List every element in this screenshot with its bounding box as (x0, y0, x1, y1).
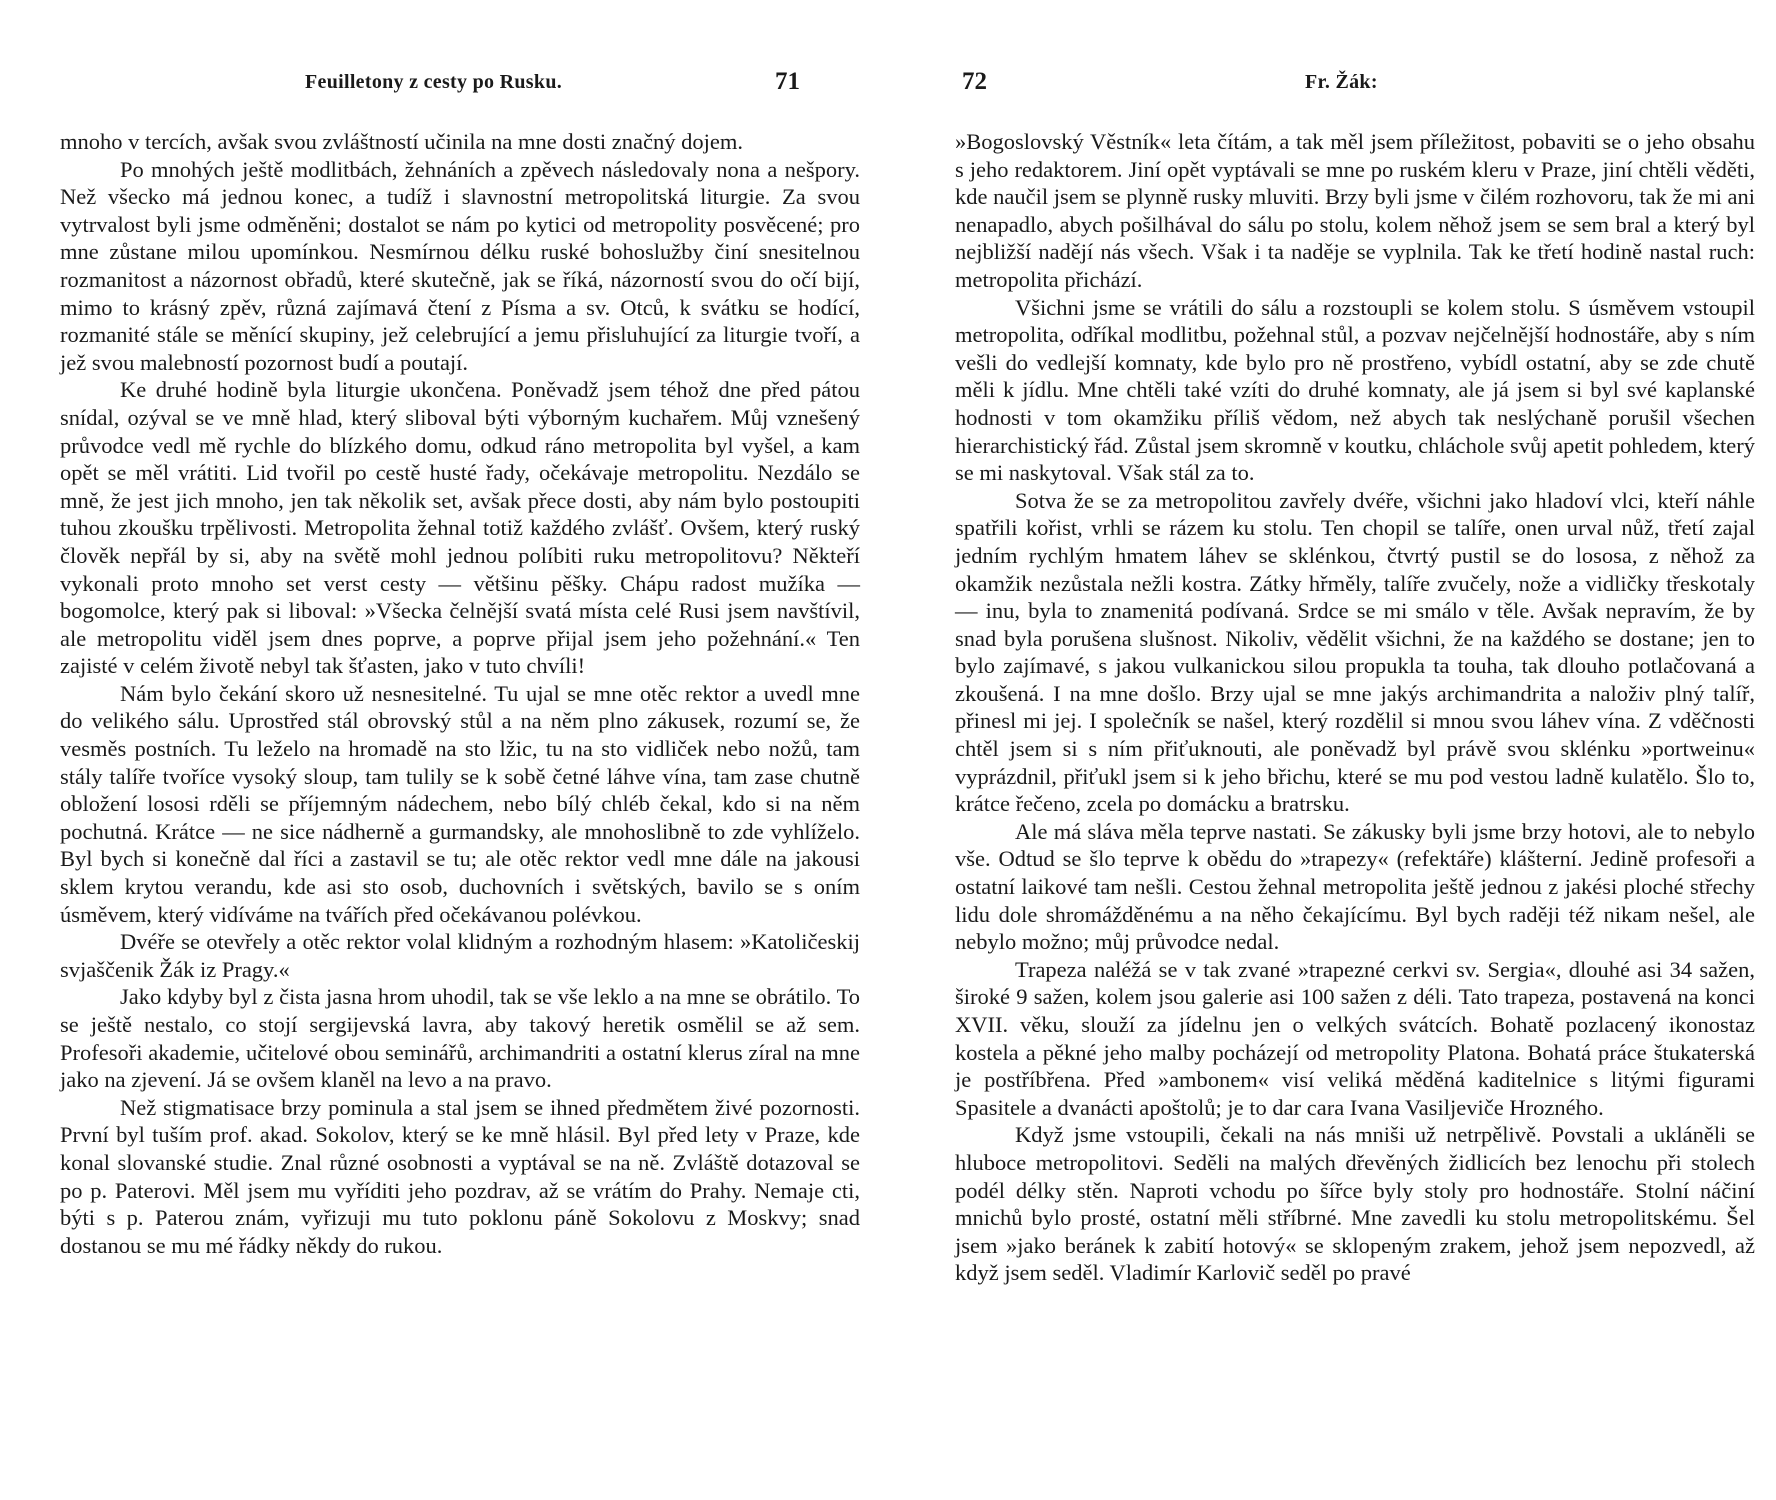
paragraph: Po mnohých ještě modlitbách, žehnáních a zpěvech následovaly nona a nešpory. Než všecko má jednou konec, a tudíž i slavnostní metropolitská liturgie. Za svou vytrvalost byli jsme odměněni; dostalot se nám po kytici od metropolity posvěcené; pro mne zůstane milou upomínkou. Nesmírnou délku ruské bohoslužby činí snesitelnou rozmanitost a názornost obřadů, které skutečně, jak se říká, názorností svou do očí bijí, mimo to krásný zpěv, různá zajímavá čtení z Písma a sv. Otců, k svátku se hodící, rozmanité stále se měnící skupiny, jež celebrující a jemu přisluhující za liturgie tvoří, a jež svou malebností pozornost budí a poutají. (60, 156, 860, 375)
paragraph: Než stigmatisace brzy pominula a stal jsem se ihned předmětem živé pozornosti. První byl tuším prof. akad. Sokolov, který se ke mně hlásil. Byl před lety v Praze, kde konal slovanské studie. Znal různé osobnosti a vyptával se na ně. Zvláště dotazoval se po p. Paterovi. Měl jsem mu vyříditi jeho pozdrav, až se vrátím do Prahy. Nemaje cti, býti s p. Paterou znám, vyřizuji mu tuto poklonu páně Sokolovu z Moskvy; snad dostanou se mu mé řádky někdy do rukou. (60, 1094, 860, 1258)
paragraph: Když jsme vstoupili, čekali na nás mniši už netrpělivě. Povstali a ukláněli se hluboce metropolitovi. Seděli na malých dřevěných židlicích bez lenochu při stolech podél délky stěn. Naproti vchodu po šířce byly stoly pro hodnostáře. Stolní náčiní mnichů bylo prosté, ostatní měli stříbrné. Mne zavedli ku stolu metropolitskému. Šel jsem »jako beránek k zabití hotový« se sklopeným zrakem, jehož jsem nepozvedl, až když jsem seděl. Vladimír Karlovič seděl po pravé (955, 1122, 1755, 1286)
paragraph: Ke druhé hodině byla liturgie ukončena. Poněvadž jsem téhož dne před pátou snídal, ozýval se ve mně hlad, který sliboval býti výborným kuchařem. Můj vznešený průvodce vedl mě rychle do blízkého domu, odkud ráno metropolita byl vyšel, a kam opět se měl vrátiti. Lid tvořil po cestě husté řady, očekávaje metropolitu. Nezdálo se mně, že jest jich mnoho, jen tak několik set, avšak přece dosti, aby nám bylo postoupiti tuhou zkoušku trpělivosti. Metropolita žehnal totiž každého zvlášť. Ovšem, který ruský člověk nepřál by si, aby na světě mohl jednou políbiti ruku metropolitovu? Někteří vykonali proto mnoho set verst cesty — většinu pěšky. Chápu radost mužíka — bogomolce, který pak si liboval: »Všecka čelnější svatá místa celé Rusi jsem navštívil, ale metropolitu viděl jsem dnes poprve, a poprve přijal jsem jeho požehnání.« Ten zajisté v celém životě nebyl tak šťasten, jako v tuto chvíli! (60, 377, 860, 679)
right-text-block (955, 128, 1755, 1287)
paragraph: Nám bylo čekání skoro už nesnesitelné. Tu ujal se mne otěc rektor a uvedl mne do velikého sálu. Uprostřed stál obrovský stůl a na něm plno zákusek, rozumí se, že vesměs postních. Tu leželo na hromadě na sto lžic, tu na sto vidliček nebo nožů, tam stály talíře tvoříce vysoký sloup, tam tulily se k sobě četné láhve vína, tam zase chutně obložení lososi rděli se příjemným nádechem, nebo bílý chléb čekal, kdo si na něm pochutná. Krátce — ne sice nádherně a gurmandsky, ale mnohoslibně to zde vyhlíželo. Byl bych si konečně dal říci a zastavil se tu; ale otěc rektor vedl mne dále na jakousi sklem krytou verandu, kde asi sto osob, duchovních i světských, bavilo se s oním úsměvem, který vidíváme na tvářích před očekávanou polévkou. (60, 680, 860, 927)
right-running-head (955, 68, 1755, 98)
paragraph: Sotva že se za metropolitou zavřely dvéře, všichni jako hladoví vlci, kteří náhle spatřili kořist, vrhli se rázem ku stolu. Ten chopil se talíře, onen urval nůž, třetí zajal jedním rychlým hmatem láhev se sklénkou, čtvrtý pustil se do lososa, z něhož za okamžik nezůstala nežli kostra. Zátky hřměly, talíře zvučely, nože a vidličky třeskotaly — inu, byla to znamenitá podívaná. Srdce se mi smálo v těle. Avšak nepravím, že by snad byla porušena slušnost. Nikoliv, vědělit všichni, že na každého se dostane; jen to bylo zajímavé, s jakou vulkanickou silou propukla ta touha, tak dlouho potlačovaná a zkoušená. I na mne došlo. Brzy ujal se mne jakýs archimandrita a naloživ plný talíř, přinesl mi jej. I společník se našel, který rozdělil si mnou svou láhev vína. Z vděčnosti chtěl jsem si s ním přiťuknouti, ale poněvadž byl právě svou sklénku »portweinu« vyprázdnil, přiťukl jsem si k jeho břichu, které se mu pod vestou ladně kulatělo. Šlo to, krátce řečeno, zcela po domácku a bratrsku. (955, 487, 1755, 817)
paragraph: mnoho v tercích, avšak svou zvláštností učinila na mne dosti značný dojem. (60, 129, 743, 154)
paragraph: Ale má sláva měla teprve nastati. Se zákusky byli jsme brzy hotovi, ale to nebylo vše. Odtud se šlo teprve k obědu do »trapezy« (refektáře) klášterní. Jedině profesoři a ostatní laikové tam nešli. Cestou žehnal metropolita ještě jednou z jakési ploché střechy lidu dole shromážděnému a na něho čekajícímu. Byl bych raději též nikam nešel, ale nebylo možno; můj průvodce nedal. (955, 818, 1755, 955)
page-number: 72 (962, 68, 987, 95)
paragraph: Jako kdyby byl z čista jasna hrom uhodil, tak se vše leklo a na mne se obrátilo. To se ještě nestalo, co stojí sergijevská lavra, aby takový heretik osmělil se až sem. Profesoři akademie, učitelové obou seminářů, archimandriti a ostatní klerus zíral na mne jako na zjevení. Já se ovšem klaněl na levo a na pravo. (60, 984, 860, 1093)
left-text-block (60, 128, 860, 1259)
running-title: Feuilletony z cesty po Rusku. (305, 71, 563, 93)
running-title: Fr. Žák: (1305, 71, 1378, 93)
right-page (955, 0, 1755, 1500)
paragraph: Dvéře se otevřely a otěc rektor volal klidným a rozhodným hlasem: »Katoličeskij svjaščenik Žák iz Pragy.« (60, 929, 860, 982)
left-page (60, 0, 860, 1500)
paragraph: Všichni jsme se vrátili do sálu a rozstoupli se kolem stolu. S úsměvem vstoupil metropolita, odříkal modlitbu, požehnal stůl, a pozvav nejčelnější hodnostáře, aby s ním vešli do vedlejší komnaty, kde bylo pro ně prostřeno, vybídl ostatní, aby se zde chutě měli k jídlu. Mne chtěli také vzíti do druhé komnaty, ale já jsem si byl své kaplanské hodnosti v tom okamžiku příliš vědom, než abych tak neslýchaně porušil všechen hierarchistický řád. Zůstal jsem skromně v koutku, chláchole svůj apetit pohledem, který se mi naskytoval. Však stál za to. (955, 294, 1755, 486)
paragraph: »Bogoslovský Věstník« leta čítám, a tak měl jsem příležitost, pobaviti se o jeho obsahu s jeho redaktorem. Jiní opět vyptávali se mne po ruském kleru v Praze, jiní chtěli věděti, kde naučil jsem se plynně rusky mluviti. Brzy byli jsme v čilém rozhovoru, tak že mi ani nenapadlo, abych pošilhával do sálu po stolu, kolem něhož jsem se sem bral a který byl nejbližší nadějí nás všech. Však i ta naděje se vyplnila. Tak ke třetí hodině nastal ruch: metropolita přichází. (955, 129, 1755, 292)
paragraph: Trapeza naléžá se v tak zvané »trapezné cerkvi sv. Sergia«, dlouhé asi 34 sažen, široké 9 sažen, kolem jsou galerie asi 100 sažen z déli. Tato trapeza, postavená na konci XVII. věku, slouží za jídelnu jen o velkých svátcích. Bohatě pozlacený ikonostaz kostela a pěkné jeho malby pocházejí od metropolity Platona. Bohatá práce štukaterská je postříbřena. Před »ambonem« visí veliká měděná kaditelnice s litými figurami Spasitele a dvanácti apoštolů; je to dar cara Ivana Vasiljeviče Hrozného. (955, 956, 1755, 1120)
page-number: 71 (775, 68, 800, 95)
left-running-head (60, 68, 860, 98)
